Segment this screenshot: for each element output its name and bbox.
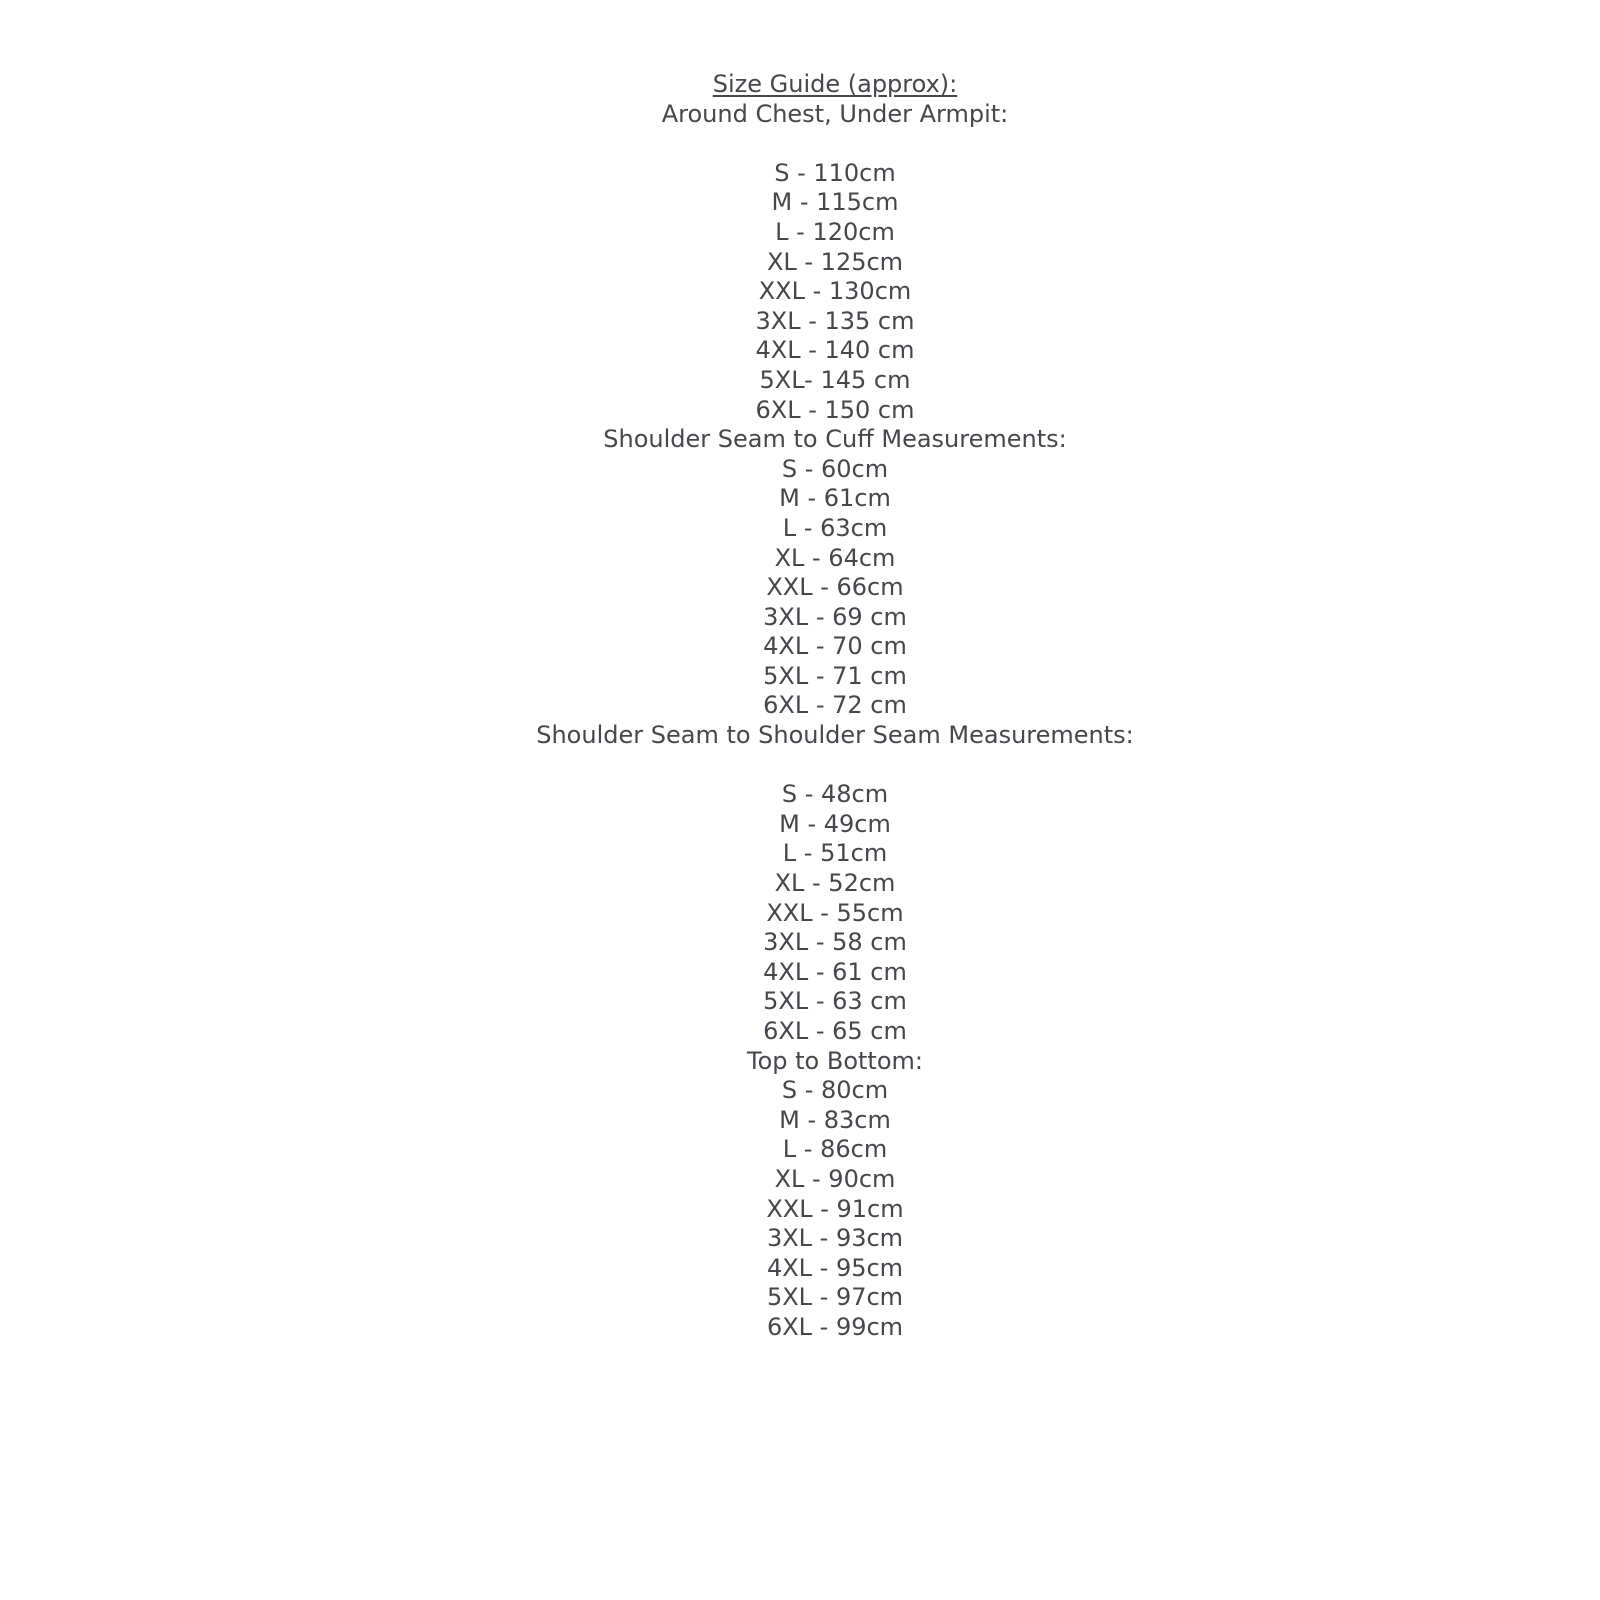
size-line: XL - 125cm [766, 247, 904, 276]
size-line: L - 63cm [782, 513, 888, 542]
size-line: 3XL - 135 cm [755, 306, 915, 335]
size-line: 5XL - 63 cm [763, 987, 907, 1016]
size-line: XXL - 91cm [766, 1194, 904, 1223]
size-line: 3XL - 93cm [766, 1224, 904, 1253]
size-line: M - 61cm [779, 484, 891, 513]
size-line: S - 60cm [781, 454, 889, 483]
size-line: L - 120cm [775, 217, 895, 246]
size-line: 5XL- 145 cm [759, 365, 911, 394]
size-line: 6XL - 65 cm [763, 1017, 907, 1045]
size-line: L - 86cm [782, 1135, 888, 1164]
page-title: Size Guide (approx): [712, 70, 958, 98]
size-line: M - 115cm [771, 188, 899, 217]
size-line: 4XL - 61 cm [763, 957, 907, 986]
size-guide-sections [70, 100, 1600, 1343]
size-line: 6XL - 150 cm [755, 395, 915, 424]
size-line: XL - 52cm [774, 869, 896, 898]
size-line: M - 83cm [779, 1105, 891, 1134]
size-line: 4XL - 140 cm [755, 336, 915, 365]
size-line: S - 110cm [774, 158, 896, 187]
size-line: S - 80cm [781, 1076, 889, 1105]
size-line: 3XL - 69 cm [763, 602, 907, 631]
size-line: M - 49cm [779, 809, 891, 838]
title-line [70, 70, 1600, 100]
section-header: Top to Bottom: [747, 1046, 923, 1075]
size-line: XL - 64cm [774, 543, 896, 572]
section-size-list [70, 455, 1600, 721]
size-line: XXL - 66cm [766, 573, 904, 602]
section-size-list [70, 159, 1600, 425]
size-line: XXL - 130cm [758, 277, 912, 306]
size-line: 5XL - 71 cm [763, 661, 907, 690]
size-line: 4XL - 70 cm [763, 632, 907, 661]
size-line: 5XL - 97cm [766, 1283, 904, 1312]
size-line: 6XL - 72 cm [763, 691, 907, 720]
size-line: XL - 90cm [774, 1164, 896, 1193]
size-section [70, 425, 1600, 721]
size-line: S - 48cm [781, 780, 889, 809]
section-size-list [70, 780, 1600, 1046]
size-section [70, 721, 1600, 1047]
size-line: L - 51cm [782, 839, 888, 868]
size-line: 3XL - 58 cm [763, 928, 907, 957]
section-size-list [70, 1076, 1600, 1342]
section-header: Shoulder Seam to Shoulder Seam Measurements: [536, 721, 1134, 750]
section-header: Around Chest, Under Armpit: [661, 99, 1009, 128]
size-line: XXL - 55cm [766, 898, 904, 927]
size-section [70, 1047, 1600, 1343]
size-line: 6XL - 99cm [766, 1312, 904, 1341]
section-header: Shoulder Seam to Cuff Measurements: [603, 425, 1067, 454]
size-line: 4XL - 95cm [766, 1253, 904, 1282]
size-section [70, 100, 1600, 426]
